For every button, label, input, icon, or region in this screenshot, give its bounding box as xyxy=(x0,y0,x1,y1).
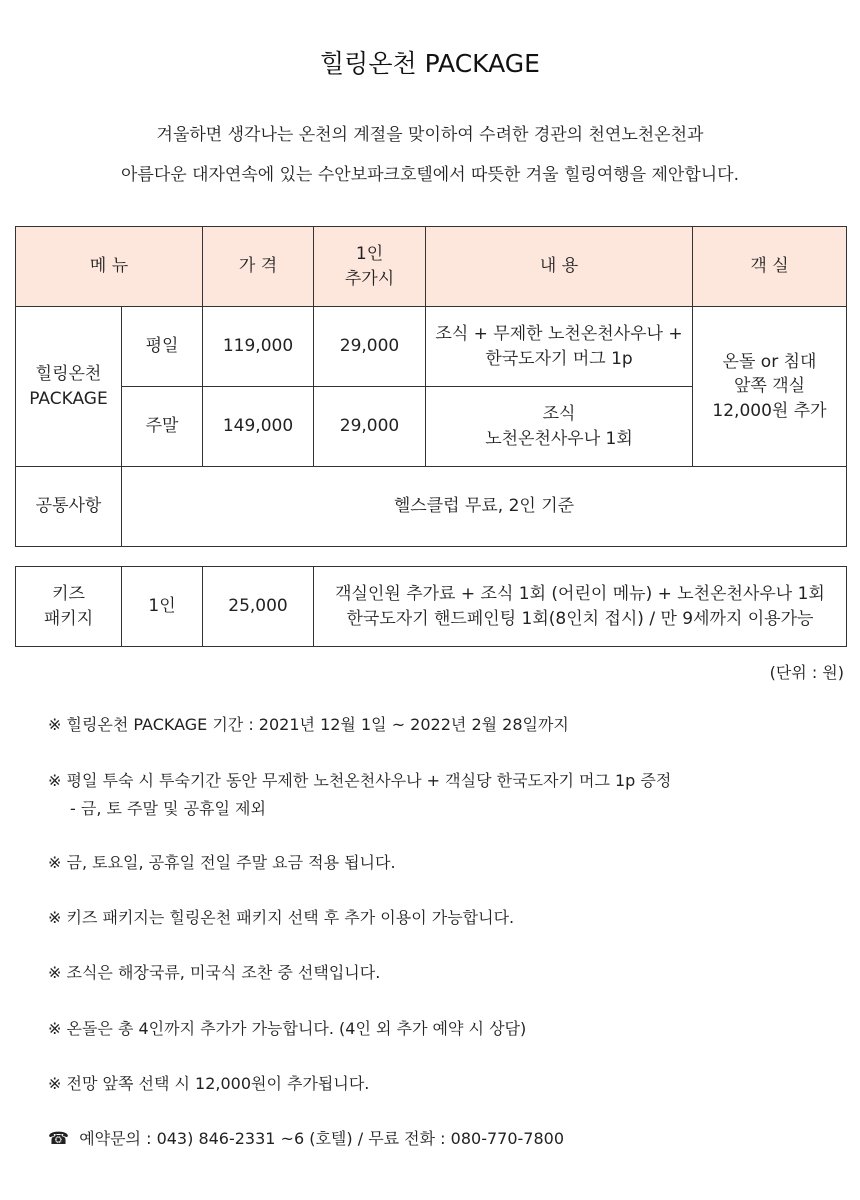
note-breakfast: ※ 조식은 해장국류, 미국식 조찬 중 선택입니다. xyxy=(48,963,381,982)
price-weekend: 149,000 xyxy=(203,387,314,467)
day-weekday: 평일 xyxy=(122,307,203,387)
header-room: 객 실 xyxy=(693,227,847,307)
note-kids: ※ 키즈 패키지는 힐링온천 패키지 선택 후 추가 이용이 가능합니다. xyxy=(48,908,515,927)
note-ondol: ※ 온돌은 총 4인까지 추가가 가능합니다. (4인 외 추가 예약 시 상담) xyxy=(48,1019,527,1038)
table-row xyxy=(16,567,847,647)
kids-persons: 1인 xyxy=(122,567,203,647)
contact-text: 예약문의 : 043) 846-2331 ~6 (호텔) / 무료 전화 : 080-770-7800 xyxy=(79,1129,565,1148)
note-weekday-benefit: ※ 평일 투숙 시 투숙기간 동안 무제한 노천온천사우나 + 객실당 한국도자기 머그 1p 증정 - 금, 토 주말 및 공휴일 제외 xyxy=(48,767,671,823)
intro-line-2: 아름다운 대자연속에 있는 수안보파크호텔에서 따뜻한 겨울 힐링여행을 제안합니다. xyxy=(121,165,739,185)
header-extra: 1인 추가시 xyxy=(314,227,426,307)
intro-line-1: 겨울하면 생각나는 온천의 계절을 맞이하여 수려한 경관의 천연노천온천과 xyxy=(156,125,704,145)
extra-weekend: 29,000 xyxy=(314,387,426,467)
telephone-icon: ☎ xyxy=(48,1129,70,1149)
content-weekday: 조식 + 무제한 노천온천사우나 + 한국도자기 머그 1p xyxy=(426,307,693,387)
room-info: 온돌 or 침대 앞쪽 객실 12,000원 추가 xyxy=(693,307,847,467)
kids-price: 25,000 xyxy=(203,567,314,647)
common-value: 헬스클럽 무료, 2인 기준 xyxy=(122,467,847,547)
page-title: 힐링온천 PACKAGE xyxy=(320,49,540,78)
table-header-row xyxy=(16,227,847,307)
note-weekday-exception: - 금, 토 주말 및 공휴일 제외 xyxy=(70,799,266,818)
header-menu: 메 뉴 xyxy=(16,227,203,307)
kids-content: 객실인원 추가료 + 조식 1회 (어린이 메뉴) + 노천온천사우나 1회 한국도자기 핸드페인팅 1회(8인치 접시) / 만 9세까지 이용가능 xyxy=(314,567,847,647)
package-name: 힐링온천 PACKAGE xyxy=(16,307,122,467)
kids-label: 키즈 패키지 xyxy=(16,567,122,647)
table-row xyxy=(16,467,847,547)
table-row xyxy=(16,307,847,387)
note-weekend-rate: ※ 금, 토요일, 공휴일 전일 주말 요금 적용 됩니다. xyxy=(48,853,396,872)
header-price: 가 격 xyxy=(203,227,314,307)
price-weekday: 119,000 xyxy=(203,307,314,387)
note-period: ※ 힐링온천 PACKAGE 기간 : 2021년 12월 1일 ~ 2022년 2월 28일까지 xyxy=(48,715,569,734)
content-weekend: 조식 노천온천사우나 1회 xyxy=(426,387,693,467)
kids-table xyxy=(15,566,847,647)
contact-line xyxy=(48,1126,564,1149)
extra-weekday: 29,000 xyxy=(314,307,426,387)
header-content: 내 용 xyxy=(426,227,693,307)
common-label: 공통사항 xyxy=(16,467,122,547)
day-weekend: 주말 xyxy=(122,387,203,467)
unit-label: (단위 : 원) xyxy=(769,663,844,682)
package-table xyxy=(15,226,847,547)
note-view: ※ 전망 앞쪽 선택 시 12,000원이 추가됩니다. xyxy=(48,1074,370,1093)
